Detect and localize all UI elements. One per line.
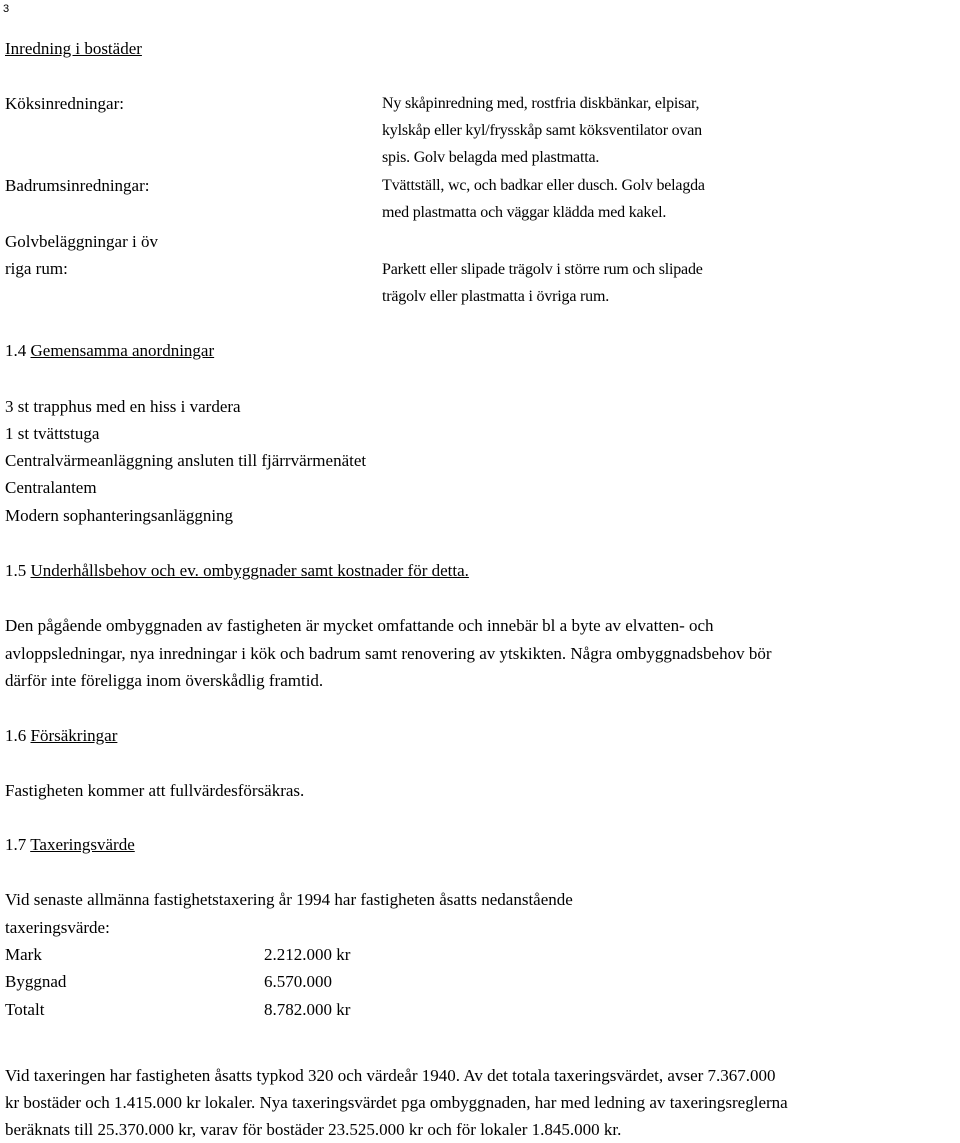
interior-desc-line: spis. Golv belagda med plastmatta.: [382, 149, 600, 166]
tax-value-label: Byggnad: [5, 972, 67, 991]
interior-desc-line: trägolv eller plastmatta i övriga rum.: [382, 288, 609, 305]
bathroom-label: Badrumsinredningar:: [5, 176, 150, 195]
closing-line: beräknats till 25.370.000 kr, varav för bostäder 23.525.000 kr och för lokaler 1.845.000 kr.: [5, 1120, 622, 1139]
floor-label-line1: Golvbeläggningar i öv: [5, 232, 158, 251]
list-item: Centralantem: [5, 478, 97, 497]
section-number: 1.5: [5, 561, 27, 580]
section-title: Underhållsbehov och ev. ombyggnader samt kostnader för detta.: [30, 561, 469, 580]
tax-value-amount: 8.782.000 kr: [264, 1000, 351, 1019]
section-title: Försäkringar: [30, 726, 118, 745]
list-item: Modern sophanteringsanläggning: [5, 506, 234, 525]
closing-line: Vid taxeringen har fastigheten åsatts typkod 320 och värdeår 1940. Av det totala taxeringsvärdet, avser 7.367.000: [5, 1066, 776, 1085]
section-1-6-heading: [5, 722, 117, 749]
interior-desc-line: kylskåp eller kyl/frysskåp samt köksventilator ovan: [382, 122, 702, 139]
interior-heading: Inredning i bostäder: [5, 39, 142, 58]
section-1-4-heading: [5, 337, 214, 364]
tax-intro-line: Vid senaste allmänna fastighetstaxering år 1994 har fastigheten åsatts nedanstående: [5, 890, 573, 909]
section-1-5-heading: [5, 557, 469, 584]
floor-label-line2: riga rum:: [5, 259, 68, 278]
section-number: 1.6: [5, 726, 27, 745]
interior-desc-line: Tvättställ, wc, och badkar eller dusch. Golv belagda: [382, 177, 705, 194]
paragraph-line: avloppsledningar, nya inredningar i kök och badrum samt renovering av ytskikten. Några ombyggnadsbehov bör: [5, 644, 772, 663]
list-item: Centralvärmeanläggning ansluten till fjärrvärmenätet: [5, 451, 367, 470]
insurance-text: Fastigheten kommer att fullvärdesförsäkras.: [5, 781, 305, 800]
tax-intro-line: taxeringsvärde:: [5, 918, 110, 937]
section-1-7-heading: [5, 831, 135, 858]
closing-line: kr bostäder och 1.415.000 kr lokaler. Nya taxeringsvärdet pga ombyggnaden, har med ledning av taxeringsreglerna: [5, 1093, 788, 1112]
section-number: 1.7: [5, 835, 27, 854]
list-item: 3 st trapphus med en hiss i vardera: [5, 397, 241, 416]
tax-value-amount: 6.570.000: [264, 972, 332, 991]
section-title: Taxeringsvärde: [30, 835, 135, 854]
interior-desc-line: Parkett eller slipade trägolv i större rum och slipade: [382, 261, 703, 278]
interior-desc-line: Ny skåpinredning med, rostfria diskbänkar, elpisar,: [382, 95, 700, 112]
paragraph-line: Den pågående ombyggnaden av fastigheten är mycket omfattande och innebär bl a byte av elvatten- och: [5, 616, 714, 635]
tax-value-label: Mark: [5, 945, 42, 964]
section-number: 1.4: [5, 341, 27, 360]
section-title: Gemensamma anordningar: [30, 341, 215, 360]
kitchen-label: Köksinredningar:: [5, 94, 124, 113]
interior-desc-line: med plastmatta och väggar klädda med kakel.: [382, 204, 667, 221]
tax-value-amount: 2.212.000 kr: [264, 945, 351, 964]
list-item: 1 st tvättstuga: [5, 424, 100, 443]
tax-value-label: Totalt: [5, 1000, 45, 1019]
page-number: 3: [3, 3, 10, 15]
paragraph-line: därför inte föreligga inom överskådlig framtid.: [5, 671, 324, 690]
